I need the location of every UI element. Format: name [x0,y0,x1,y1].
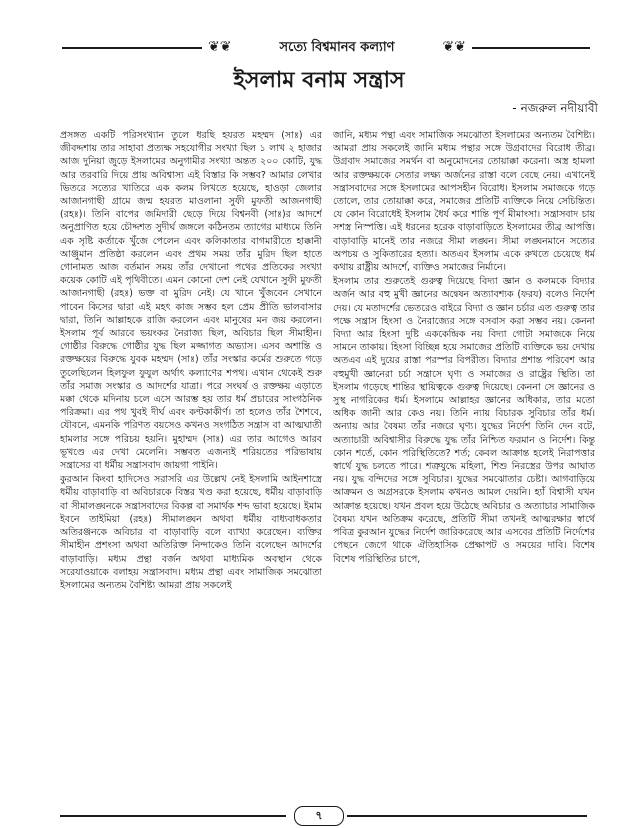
section-banner [62,36,590,60]
author-byline: - নজরুল নদীয়াবী [512,101,598,115]
banner-title: সত্যে বিশ্বমানব কল্যাণ [279,40,395,55]
paragraph: ইসলাম তার শুরুতেই গুরুত্ব দিয়েছে বিদ্যা জ্ঞান ও কলমকে বিদ্যার অর্জন আর বহু মুখী জ্ঞানের অন্বেষন অত্যাবশ্যক (ফরয) বলেও নির্দেশ দেয়। যে মতাদর্শের ভেতরেও বাইরে বিদ্যা ও জ্ঞান চর্চার এত গুরুত্ব তার পক্ষে সন্ত্রাস হিংসা ও নৈরাজ্যের সঙ্গে বসবাস করা সম্ভব নয়। কেননা বিদ্যা আর হিংসা দুষ্টি এককেন্দ্রিক নয় বিদ্যা গোটা সমাজকে নিয়ে সামনে তাকায়। হিংসা বিচ্ছিন্ন হয়ে সমাজের প্রতিটি ব্যক্তিকে ভয় দেখায় অতএব এই দুয়ের রাস্তা পরস্পর বিপরীত। বিদ্যার প্রশান্ত পরিবেশ আর বহুমুখী জ্ঞানেরা চর্চা সন্ত্রাসে ঘৃণ্য ও সমাজের ও রাষ্ট্রের স্থিতি। তা ইসলাম গড়েছে শান্তির স্থায়িত্বকে গুরুত্ব দিয়েছে। কেননা সে জ্ঞানের ও সুস্থ নাগরিকের ধর্ম। ইসলামে আল্লাহর জ্ঞানের অধিকার, তার মতো অধিক জানী আর কেও নয়। তিনি ন্যায় বিচারক সুবিচার তাঁর ধর্ম। অন্যায় আর বৈষম্য তাঁর নজরে ঘৃণ্য। যুদ্ধের নির্দেশ তিনি দেন বটে, অত্যাচারী অবিশ্বাসীর বিরুদ্ধে যুদ্ধ তাঁর নিশ্চিত ফরমান ও নির্দেশ। কিন্তু কোন শর্তে, কোন পরিস্থিতিতে? শর্ত; কেবল আক্রান্ত হলেই নিরাপত্তার স্বার্থে যুদ্ধ চলতে পারে। শত্রুযুদ্ধে মহিলা, শিশু নিরস্ত্রের উপর আঘাত নয়। যুদ্ধ বন্দিদের সঙ্গে সুবিচার। যুদ্ধের সমঝোতার চেষ্টা। আগবাড়িয়ে আক্রমন ও অগ্রসরকে ইসলাম কখনও আমল দেয়নি। হ্যাঁ বিশ্বাসী যখন আক্রান্ত হয়েছে। যখন প্রবল হয়ে উঠেছে অবিচার ও অত্যাচার সামাজিক বৈষম্য যখন অতিক্রম করেছে, প্রতিটি সীমা তখনই আত্মরক্ষার স্বার্থে পবিত্র কুরআন যুদ্ধের নির্দেশ জারিকরেছে আর এসবের প্রতিটি নির্দেশের পেছনে জেগে থাকে ঐতিহাসিক প্রেক্ষাপট ও সময়ের দাবি। বিশেষ বিশেষ পরিস্থিতির চাপে, [333,276,595,565]
page-number: ৭ [294,806,344,826]
banner-rule-left [62,47,202,49]
footer-rule-left [60,815,286,817]
banner-rule-right [472,47,590,49]
right-column [333,129,595,807]
floral-ornament-left-icon: ❦❦ [208,39,232,55]
left-column [60,129,322,807]
paragraph: জানি, মধ্যম পন্থা এবং সামাজিক সমঝোতা ইসলামের অন্যতম বৈশিষ্ট্য। আমরা প্রায় সকলেই জানি মধ্যম পন্থার সঙ্গে উগ্রবাদের বিরোধ তীব্র। উগ্রবাদ সমাজের সমর্থন বা অনুমোদনের তোয়াক্কা করেনা। অস্ত্র হামলা আর রক্তক্ষয়কে সেতার লক্ষ্য অর্জনের রাস্তা বলে বেছে নেয়। এখানেই সন্ত্রাসবাদের সঙ্গে ইসলামের আপসহীন বিরোধ। ইসলাম সমাজকে গড়ে তোলে, তার তোয়াক্কা করে, সমাজের প্রতিটি ব্যক্তিকে নিয়ে সেচিন্তিত। যে কোন বিরোধেই ইসলাম ধৈর্য করে শান্তি পূর্ণ মীমাংসা। সন্ত্রাসবাদ চায় সশস্ত্র নিস্পত্তি। এই ধরনের হরেক বাড়াবাড়িতে ইসলামের তীব্র আপত্তি। বাড়াবাড়ি মানেই তার নজরে সীমা লঙ্ঘন। সীমা লঙ্ঘনমানে সত্যের অপচয় ও সুকিতারের হত্যা। অতএব ইসলাম একে রুখতে চেয়েছে ধর্ম কথায় রাষ্ট্রীয় আদর্শে, ব্যক্তিও সমাজের নির্মানে। [333,130,595,274]
floral-ornament-right-icon: ❦❦ [442,39,466,55]
article-title: ইসলাম বনাম সন্ত্রাস [233,68,405,93]
paragraph: প্রসঙ্গত একটি পরিসংখ্যান তুলে ধরছি হযরত মহম্মদ (সাঃ) এর জীবদ্দশায় তার সাহাবা প্রত্যক্ষ সহযোগীর সংখ্যা ছিল ১ লাখ ২ হাজার আজ দুনিয়া জুড়ে ইসলামের অনুগামীর সংখ্যা অন্তত ২০০ কোটি, যুদ্ধ আর তরবারি দিয়ে প্রায় অবিশ্বাস্য এই বিস্তার কি সম্ভব? আমার লেখার ভিতরে সত্যের খাতিরে এক কলম লিখতে হয়েছে, হাওড়া জেলার আজানগাছী গ্রামে জন্ম হযরত মাওলানা সুফী মুফতী আজনগাছী (রহঃ)। তিনি বাপের জমিদারী ছেড়ে দিয়ে বিশ্বনবী (সাঃ)র আদর্শে অনুপ্রাণিত হয়ে চৌদ্দশত সুদীর্ঘ জঙ্গলে কঠিনতম ত্যাগের মাধ্যমে তিনি এক সৃষ্টি কর্তাকে খুঁজে পেলেন এবং কলিকাতার বাগমারীতে হাক্কানী আঞ্জুমান প্রতিষ্ঠা করলেন এবং প্রথম সময় তাঁর মুরিদ ছিল হাতে গোনামত আজ বর্তমান সময় তাঁর দেখানো পথের প্রতিকের সংখ্যা কয়েক কোটি এই পৃথিবীতে। এমন কোনো দেশ নেই যেখানে সুফী মুফতী আজানগাছী (রহঃ) ভক্ত বা মুরিদ নেই। যে খানে খুঁজবেন সেখানে পাবেন কিসের দ্বারা এই মহৎ কাজ সম্ভব হল প্রেম প্রীতি ভালবাসার দ্বারা, তিনি আল্লাহকে রাজি করলেন এবং মানুষের মন জয় করলেন। ইসলাম পূর্ব আরবে ভয়ংকর নৈরাজ্য ছিল, অবিচার ছিল সীমাহীন। গোষ্ঠীর বিরুদ্ধে গোষ্ঠীর যুদ্ধ ছিল মজ্জাগত অভ্যাস। এসব অশান্তি ও রক্তক্ষয়ের বিরুদ্ধে যুবক মহম্মদ (সাঃ) তাঁর সংস্কার কর্মের শুরুতে গড়ে তুলেছিলেন হিলফুল ফুযুল অর্থাৎ কল্যাণের শপথ। এখান থেকেই শুরু তাঁর সমাজ সংস্কার ও আদর্শের যাত্রা। পরে সংঘর্ষ ও রক্তক্ষয় এড়াতে মক্কা থেকে মদিনায় চলে এসে আরম্ভ হয় তার ধর্ম প্রচারের সাংগঠনিক পরিক্রমা। এর পথ খুবই দীর্ঘ এবং কণ্টকাকীর্ণ। তা হলেও তাঁর শৈশবে, যৌবনে, এমনকি পরিণত বয়সেও কখনও সংগঠিত সন্ত্রাস বা আত্মঘাতী হামলার সঙ্গে পরিচয় হয়নি। মুহাম্মদ (সাঃ) এর তার আগেও আরব ভূখণ্ডে এর দেখা মেলেনি। সম্ভবত এজন্যই শরিয়তের পরিভাষায় সন্ত্রাসের বা ধর্মীয় সন্ত্রাসবাদ জায়গা পাইনি। [60,130,322,472]
paragraph: কুরআন কিংবা হাদিসেও সরাসরি এর উল্লেখ নেই ইসলামি আইনশাস্ত্রে ধর্মীয় বাড়াবাড়ি বা অবিচারকে বিস্তর খণ্ড করা হয়েছে, ধর্মীয় বাড়াবাড়ি বা সীমালঙ্ঘনকে সন্ত্রাসবাদের বিকল্প বা সমার্থক শব্দ ভাবা হয়েছে। ইমাম ইবনে তাইমিয়া (রহঃ) সীমালঙ্ঘন অথবা ধর্মীয় বাধ্যবাধকতার অতিরঞ্জনকে অবিচার বা বাড়াবাড়ি বলে ব্যাখ্যা করেছেন। ব্যক্তির সীমাহীন প্রশংসা অথবা অতিরিক্ত নিন্দাকেও তিনি বলেছেন আদর্শের বাড়াবাড়ি। মধ্যম প্রন্থা বর্জন অথবা মাধ্যমিক অবস্থান থেকে সরেযাওয়াকে বলাহয় সন্ত্রাসবাদ। মধ্যম প্রন্থা এবং সামাজিক সমঝোতা ইসলামের অন্যতম বৈশিষ্ট্য আমরা প্রায় সকলেই [60,474,322,591]
footer-rule-right [347,815,587,817]
